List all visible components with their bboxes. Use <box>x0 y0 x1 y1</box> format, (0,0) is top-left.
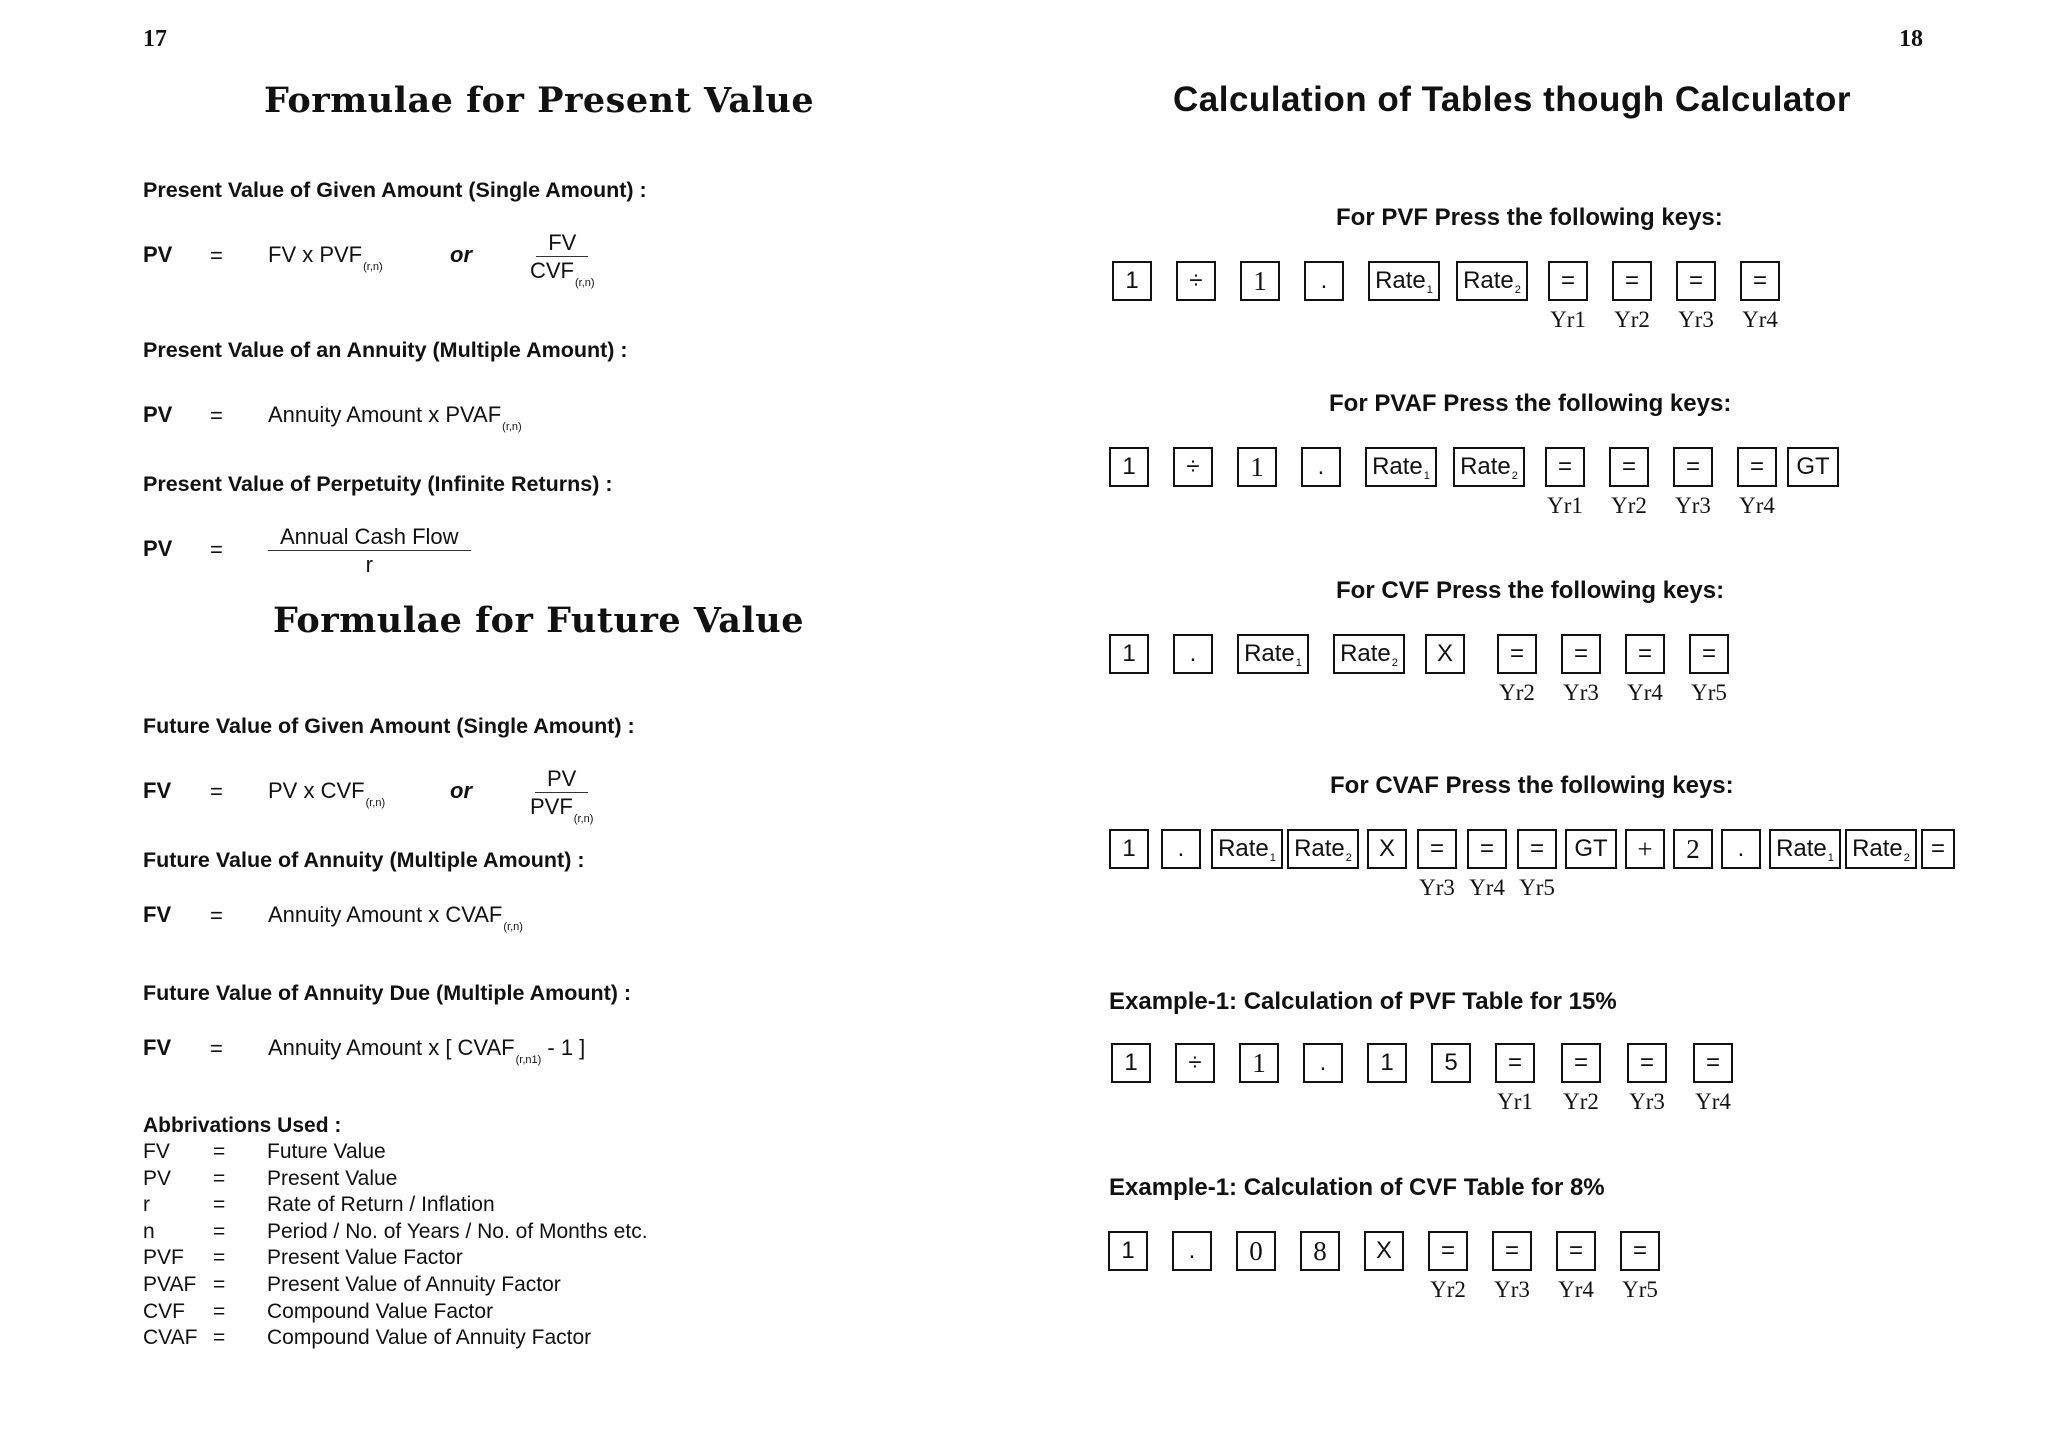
key-equals <box>1495 1043 1535 1114</box>
key-label: = <box>1479 835 1494 862</box>
key-label: = <box>1639 1049 1654 1076</box>
pv-annuity-expression <box>268 402 522 433</box>
equals-sign: = <box>210 403 223 428</box>
denominator-subscript: (r,n) <box>575 277 595 289</box>
year-label: Yr2 <box>1430 1277 1466 1302</box>
key-equals <box>1492 1231 1532 1302</box>
key-label: = <box>1429 835 1444 862</box>
page-number: 18 <box>1899 26 1923 52</box>
key-label: . <box>1320 267 1328 294</box>
abbreviation-meaning: Present Value of Annuity Factor <box>267 1272 561 1296</box>
key-equals <box>1545 447 1585 518</box>
list-item <box>143 1325 648 1352</box>
fv-annuity-due-expression <box>268 1035 586 1066</box>
key-rate <box>1845 829 1917 869</box>
key-label: = <box>1705 1049 1720 1076</box>
key-digit <box>1112 261 1152 301</box>
formula-lhs: PV <box>143 536 173 561</box>
equals-sign: = <box>213 1299 226 1323</box>
fv-annuity-due-heading: Future Value of Annuity Due (Multiple Amount) : <box>143 981 632 1005</box>
key-multiply <box>1367 829 1407 869</box>
key-digit <box>1109 447 1149 487</box>
key-label: 1 <box>1124 1049 1138 1076</box>
abbreviation-term: FV <box>143 1140 170 1163</box>
key-label: Rate <box>1218 835 1269 862</box>
key-label: = <box>1752 267 1767 294</box>
abbreviation-meaning: Present Value <box>267 1166 398 1190</box>
pv-perpetuity-heading: Present Value of Perpetuity (Infinite Returns) : <box>143 472 613 496</box>
key-label: X <box>1375 1237 1392 1264</box>
key-equals <box>1556 1231 1596 1302</box>
list-item <box>143 1245 648 1272</box>
key-label: = <box>1632 1237 1647 1264</box>
key-label: = <box>1701 640 1716 667</box>
key-subscript: 2 <box>1345 852 1352 864</box>
key-multiply <box>1425 634 1465 674</box>
key-label: = <box>1568 1237 1583 1264</box>
expression-text: Annuity Amount x [ CVAF <box>268 1035 515 1060</box>
key-label: . <box>1189 640 1197 667</box>
key-label: ÷ <box>1189 267 1203 294</box>
key-label: 1 <box>1252 1047 1266 1078</box>
abbreviation-term: PV <box>143 1166 172 1190</box>
key-digit <box>1367 1043 1407 1083</box>
fv-annuity-heading: Future Value of Annuity (Multiple Amount) : <box>143 848 585 872</box>
section-heading: For CVF Press the following keys: <box>1336 577 1725 604</box>
key-label: ÷ <box>1188 1049 1202 1076</box>
year-label: Yr2 <box>1563 1089 1599 1114</box>
fv-single-expression <box>268 778 386 809</box>
year-label: Yr4 <box>1742 307 1778 332</box>
calculator-tables-title: Calculation of Tables though Calculator <box>1173 80 1852 119</box>
abbreviation-term: CVAF <box>143 1326 198 1350</box>
key-plus <box>1625 829 1665 869</box>
key-label: X <box>1436 640 1453 667</box>
key-equals <box>1428 1231 1468 1302</box>
key-divide <box>1176 261 1216 301</box>
key-label: Rate <box>1460 453 1511 480</box>
key-equals <box>1627 1043 1667 1114</box>
key-digit <box>1673 829 1713 869</box>
formula-lhs: FV <box>143 778 172 803</box>
expression-subscript: (r,n) <box>363 261 383 273</box>
key-label: . <box>1188 1237 1196 1264</box>
key-digit <box>1431 1043 1471 1083</box>
fraction-numerator: PV <box>535 768 588 793</box>
key-decimal <box>1173 634 1213 674</box>
key-equals <box>1548 261 1588 332</box>
formula-lhs: FV <box>143 1035 172 1060</box>
key-rate <box>1211 829 1283 869</box>
key-subscript: 1 <box>1827 852 1834 864</box>
key-rate <box>1456 261 1528 301</box>
fraction-numerator: FV <box>536 232 588 257</box>
denominator-subscript: (r,n) <box>573 813 594 825</box>
key-label: 1 <box>1380 1049 1394 1076</box>
key-rate <box>1365 447 1437 487</box>
equals-sign: = <box>210 243 223 268</box>
key-equals <box>1620 1231 1660 1302</box>
key-rate <box>1333 634 1405 674</box>
year-label: Yr3 <box>1563 680 1599 705</box>
key-digit <box>1237 447 1277 487</box>
expression-text: PV x CVF <box>268 778 365 803</box>
abbreviation-meaning: Present Value Factor <box>267 1246 463 1270</box>
or-text: or <box>450 778 472 803</box>
key-subscript: 1 <box>1269 852 1276 864</box>
key-decimal <box>1304 261 1344 301</box>
key-rate <box>1769 829 1841 869</box>
key-divide <box>1173 447 1213 487</box>
key-rate <box>1368 261 1440 301</box>
key-label: + <box>1637 833 1653 864</box>
key-digit <box>1109 829 1149 869</box>
key-subscript: 2 <box>1511 470 1518 482</box>
key-label: . <box>1319 1049 1327 1076</box>
key-label: Rate <box>1375 267 1426 294</box>
equals-sign: = <box>210 1036 223 1061</box>
key-subscript: 1 <box>1295 657 1302 669</box>
year-label: Yr2 <box>1614 307 1650 332</box>
abbreviation-meaning: Future Value <box>267 1140 386 1163</box>
formula-lhs: PV <box>143 402 173 427</box>
key-label: GT <box>1796 453 1830 480</box>
equals-sign: = <box>213 1272 226 1296</box>
key-equals <box>1609 447 1649 518</box>
key-label: 1 <box>1125 267 1139 294</box>
pv-annuity-heading: Present Value of an Annuity (Multiple Amount) : <box>143 338 628 362</box>
key-equals <box>1737 447 1777 518</box>
or-text: or <box>450 242 472 267</box>
key-label: . <box>1317 453 1325 480</box>
equals-sign: = <box>213 1219 226 1243</box>
key-label: 1 <box>1122 453 1136 480</box>
abbreviation-meaning: Compound Value Factor <box>267 1299 494 1323</box>
abbreviation-term: PVAF <box>143 1272 197 1296</box>
key-label: 8 <box>1313 1235 1327 1266</box>
example-heading: Example-1: Calculation of PVF Table for 15% <box>1109 988 1617 1015</box>
list-item <box>143 1192 648 1219</box>
expression-text: FV x PVF <box>268 242 363 267</box>
denominator-text: PVF <box>530 794 573 819</box>
key-label: Rate <box>1776 835 1827 862</box>
year-label: Yr2 <box>1611 493 1647 518</box>
example-heading: Example-1: Calculation of CVF Table for 8% <box>1109 1174 1605 1201</box>
key-label: Rate <box>1372 453 1423 480</box>
pv-single-heading: Present Value of Given Amount (Single Amount) : <box>143 178 647 202</box>
key-label: Rate <box>1463 267 1514 294</box>
year-label: Yr3 <box>1675 493 1711 518</box>
list-item <box>143 1166 648 1193</box>
key-equals <box>1625 634 1665 705</box>
key-grand-total <box>1787 447 1839 487</box>
key-digit <box>1108 1231 1148 1271</box>
expression-subscript: (r,n) <box>502 421 522 433</box>
key-label: = <box>1507 1049 1522 1076</box>
fraction-numerator: Annual Cash Flow <box>268 526 471 551</box>
section-heading: For PVF Press the following keys: <box>1336 204 1723 231</box>
list-item <box>143 1139 648 1166</box>
year-label: Yr3 <box>1494 1277 1530 1302</box>
key-label: = <box>1749 453 1764 480</box>
equals-sign: = <box>210 779 223 804</box>
pv-single-fraction <box>530 232 595 287</box>
key-equals <box>1497 634 1537 705</box>
abbreviation-term: CVF <box>143 1299 185 1323</box>
year-label: Yr4 <box>1739 493 1775 518</box>
expression-text: Annuity Amount x CVAF <box>268 902 503 927</box>
year-label: Yr5 <box>1691 680 1727 705</box>
key-label: = <box>1688 267 1703 294</box>
year-label: Yr3 <box>1629 1089 1665 1114</box>
equals-sign: = <box>213 1246 226 1270</box>
key-label: 0 <box>1249 1235 1263 1266</box>
key-decimal <box>1172 1231 1212 1271</box>
year-label: Yr4 <box>1469 875 1505 900</box>
key-label: 1 <box>1121 1237 1135 1264</box>
key-rate <box>1237 634 1309 674</box>
equals-sign: = <box>213 1166 226 1190</box>
key-label: = <box>1573 1049 1588 1076</box>
key-label: Rate <box>1852 835 1903 862</box>
key-label: X <box>1378 835 1395 862</box>
key-sequence <box>1109 829 1955 900</box>
denominator-text: CVF <box>530 258 574 283</box>
key-equals <box>1693 1043 1733 1114</box>
key-decimal <box>1303 1043 1343 1083</box>
pv-single-expression <box>268 242 383 273</box>
abbreviation-term: PVF <box>143 1246 184 1270</box>
list-item <box>143 1272 648 1299</box>
key-decimal <box>1301 447 1341 487</box>
key-label: = <box>1624 267 1639 294</box>
key-digit <box>1239 1043 1279 1083</box>
key-sequence <box>1109 447 1839 518</box>
key-equals <box>1612 261 1652 332</box>
key-equals <box>1740 261 1780 332</box>
key-equals <box>1561 1043 1601 1114</box>
key-label: = <box>1637 640 1652 667</box>
abbreviation-term: n <box>143 1219 155 1243</box>
key-subscript: 1 <box>1423 470 1430 482</box>
key-digit <box>1236 1231 1276 1271</box>
key-label: 1 <box>1122 640 1136 667</box>
equals-sign: = <box>210 537 223 562</box>
key-label: = <box>1504 1237 1519 1264</box>
key-equals <box>1561 634 1601 705</box>
page-number: 17 <box>143 26 167 52</box>
key-divide <box>1175 1043 1215 1083</box>
formula-lhs: PV <box>143 242 173 267</box>
expression-subscript: (r,n) <box>503 921 523 933</box>
key-decimal <box>1721 829 1761 869</box>
year-label: Yr4 <box>1558 1277 1594 1302</box>
year-label: Yr1 <box>1550 307 1586 332</box>
key-label: = <box>1529 835 1544 862</box>
abbreviation-term: r <box>143 1193 150 1217</box>
key-sequence <box>1109 634 1729 705</box>
year-label: Yr1 <box>1497 1089 1533 1114</box>
section-heading: For PVAF Press the following keys: <box>1329 390 1732 417</box>
list-item <box>143 1299 648 1326</box>
key-label: 5 <box>1444 1049 1458 1076</box>
abbreviation-meaning: Compound Value of Annuity Factor <box>267 1326 592 1350</box>
key-sequence <box>1108 1231 1660 1302</box>
equals-sign: = <box>213 1193 226 1217</box>
key-grand-total <box>1565 829 1617 869</box>
formula-lhs: FV <box>143 902 172 927</box>
key-label: 2 <box>1686 833 1700 864</box>
year-label: Yr3 <box>1419 875 1455 900</box>
key-subscript: 2 <box>1903 852 1910 864</box>
key-label: Rate <box>1294 835 1345 862</box>
key-equals <box>1467 829 1507 900</box>
key-label: 1 <box>1250 451 1264 482</box>
key-equals <box>1517 829 1557 900</box>
expression-tail: - 1 ] <box>541 1035 586 1060</box>
key-rate <box>1453 447 1525 487</box>
fraction-denominator <box>530 793 593 823</box>
abbreviation-meaning: Rate of Return / Inflation <box>267 1193 495 1217</box>
key-label: . <box>1737 835 1745 862</box>
key-label: 1 <box>1122 835 1136 862</box>
fraction-denominator: r <box>365 552 373 577</box>
expression-subscript: (r,n1) <box>515 1054 542 1066</box>
key-label: = <box>1509 640 1524 667</box>
key-label: 1 <box>1253 265 1267 296</box>
key-digit <box>1300 1231 1340 1271</box>
key-sequence <box>1112 261 1780 332</box>
key-rate <box>1287 829 1359 869</box>
present-value-title: Formulae for Present Value <box>264 80 815 121</box>
year-label: Yr5 <box>1519 875 1555 900</box>
abbreviations-heading: Abbrivations Used : <box>143 1114 342 1137</box>
fv-single-heading: Future Value of Given Amount (Single Amount) : <box>143 714 635 738</box>
year-label: Yr4 <box>1695 1089 1731 1114</box>
key-subscript: 1 <box>1426 284 1433 296</box>
key-equals <box>1417 829 1457 900</box>
expression-subscript: (r,n) <box>365 797 386 809</box>
key-label: = <box>1573 640 1588 667</box>
key-label: = <box>1560 267 1575 294</box>
pv-perpetuity-fraction <box>268 526 471 577</box>
key-equals <box>1921 829 1955 869</box>
key-label: . <box>1177 835 1185 862</box>
key-label: GT <box>1574 835 1608 862</box>
equals-sign: = <box>213 1326 226 1350</box>
key-label: = <box>1557 453 1572 480</box>
key-equals <box>1673 447 1713 518</box>
key-subscript: 2 <box>1514 284 1521 296</box>
key-label: Rate <box>1340 640 1391 667</box>
key-equals <box>1676 261 1716 332</box>
year-label: Yr4 <box>1627 680 1663 705</box>
year-label: Yr3 <box>1678 307 1714 332</box>
key-multiply <box>1364 1231 1404 1271</box>
key-equals <box>1689 634 1729 705</box>
key-label: Rate <box>1244 640 1295 667</box>
abbreviation-meaning: Period / No. of Years / No. of Months etc. <box>267 1219 648 1243</box>
key-label: = <box>1930 835 1945 862</box>
year-label: Yr1 <box>1547 493 1583 518</box>
key-label: = <box>1621 453 1636 480</box>
section-heading: For CVAF Press the following keys: <box>1330 772 1734 799</box>
future-value-title: Formulae for Future Value <box>273 600 804 641</box>
key-digit <box>1240 261 1280 301</box>
equals-sign: = <box>210 903 223 928</box>
key-label: ÷ <box>1186 453 1200 480</box>
list-item <box>143 1219 648 1246</box>
expression-text: Annuity Amount x PVAF <box>268 402 502 427</box>
fv-single-fraction <box>530 768 593 823</box>
key-label: = <box>1685 453 1700 480</box>
key-digit <box>1111 1043 1151 1083</box>
equals-sign: = <box>213 1140 226 1163</box>
fv-annuity-expression <box>268 902 523 933</box>
key-sequence <box>1111 1043 1733 1114</box>
fraction-denominator <box>530 257 595 287</box>
year-label: Yr5 <box>1622 1277 1658 1302</box>
key-digit <box>1109 634 1149 674</box>
key-label: = <box>1440 1237 1455 1264</box>
key-subscript: 2 <box>1391 657 1398 669</box>
key-decimal <box>1161 829 1201 869</box>
abbreviations-list <box>143 1139 648 1352</box>
year-label: Yr2 <box>1499 680 1535 705</box>
